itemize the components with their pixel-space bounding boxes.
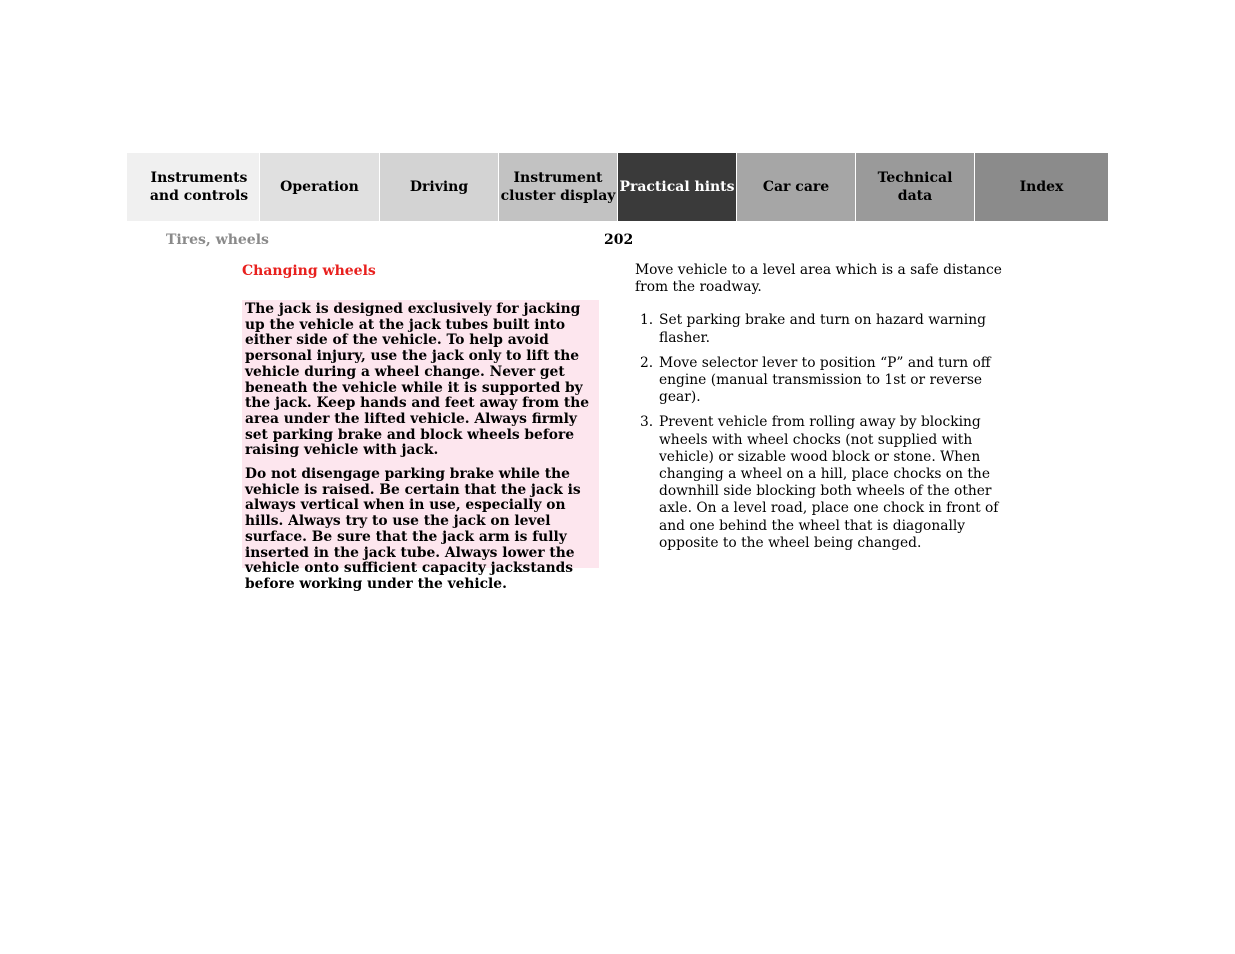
tab-instruments-and-controls[interactable]: Instruments and controls <box>127 153 259 221</box>
warning-box <box>242 300 599 592</box>
warning-paragraph-2: Do not disengage parking brake while the vehicle is raised. Be certain that the jack is always vertical when in use, especially on hills. Always try to use the jack on level surface. Be sure that the jack arm is fully inserted in the jack tube. Always lower the vehicle onto sufficient capacity jackstands before working under the vehicle. <box>245 466 581 592</box>
instructions-column <box>635 262 1007 560</box>
step-text: Set parking brake and turn on hazard warning flasher. <box>659 312 986 346</box>
page-number: 202 <box>604 232 634 248</box>
section-heading: Changing wheels <box>242 263 376 279</box>
tab-instrument-cluster-display[interactable]: Instrument cluster display <box>498 153 617 221</box>
tab-car-care[interactable]: Car care <box>736 153 855 221</box>
step-item <box>635 312 1007 346</box>
tab-index[interactable]: Index <box>974 153 1108 221</box>
step-number: 1. <box>640 312 654 329</box>
instructions-intro: Move vehicle to a level area which is a safe distance from the roadway. <box>635 262 1002 296</box>
step-number: 2. <box>640 354 654 371</box>
step-number: 3. <box>640 414 654 431</box>
tab-driving[interactable]: Driving <box>379 153 498 221</box>
step-text: Move selector lever to position “P” and turn off engine (manual transmission to 1st or reverse gear). <box>659 354 991 406</box>
warning-paragraph-1: The jack is designed exclusively for jacking up the vehicle at the jack tubes built into either side of the vehicle. To help avoid personal injury, use the jack only to lift the vehicle during a wheel change. Never get beneath the vehicle while it is supported by the jack. Keep hands and feet away from the area under the lifted vehicle. Always firmly set parking brake and block wheels before raising vehicle with jack. <box>245 301 590 459</box>
tab-practical-hints[interactable]: Practical hints <box>617 153 736 221</box>
chapter-tabs <box>127 153 1108 221</box>
section-label: Tires, wheels <box>166 232 269 248</box>
tab-technical-data[interactable]: Technical data <box>855 153 974 221</box>
step-text: Prevent vehicle from rolling away by blocking wheels with wheel chocks (not supplied with vehicle) or sizable wood block or stone. When changing a wheel on a hill, place chocks on the downhill side blocking both wheels of the other axle. On a level road, place one chock in front of and one behind the wheel that is diagonally opposite to the wheel being changed. <box>659 414 999 551</box>
steps-list <box>635 312 1007 552</box>
tab-operation[interactable]: Operation <box>259 153 379 221</box>
step-item <box>635 355 1007 407</box>
step-item <box>635 414 1007 552</box>
